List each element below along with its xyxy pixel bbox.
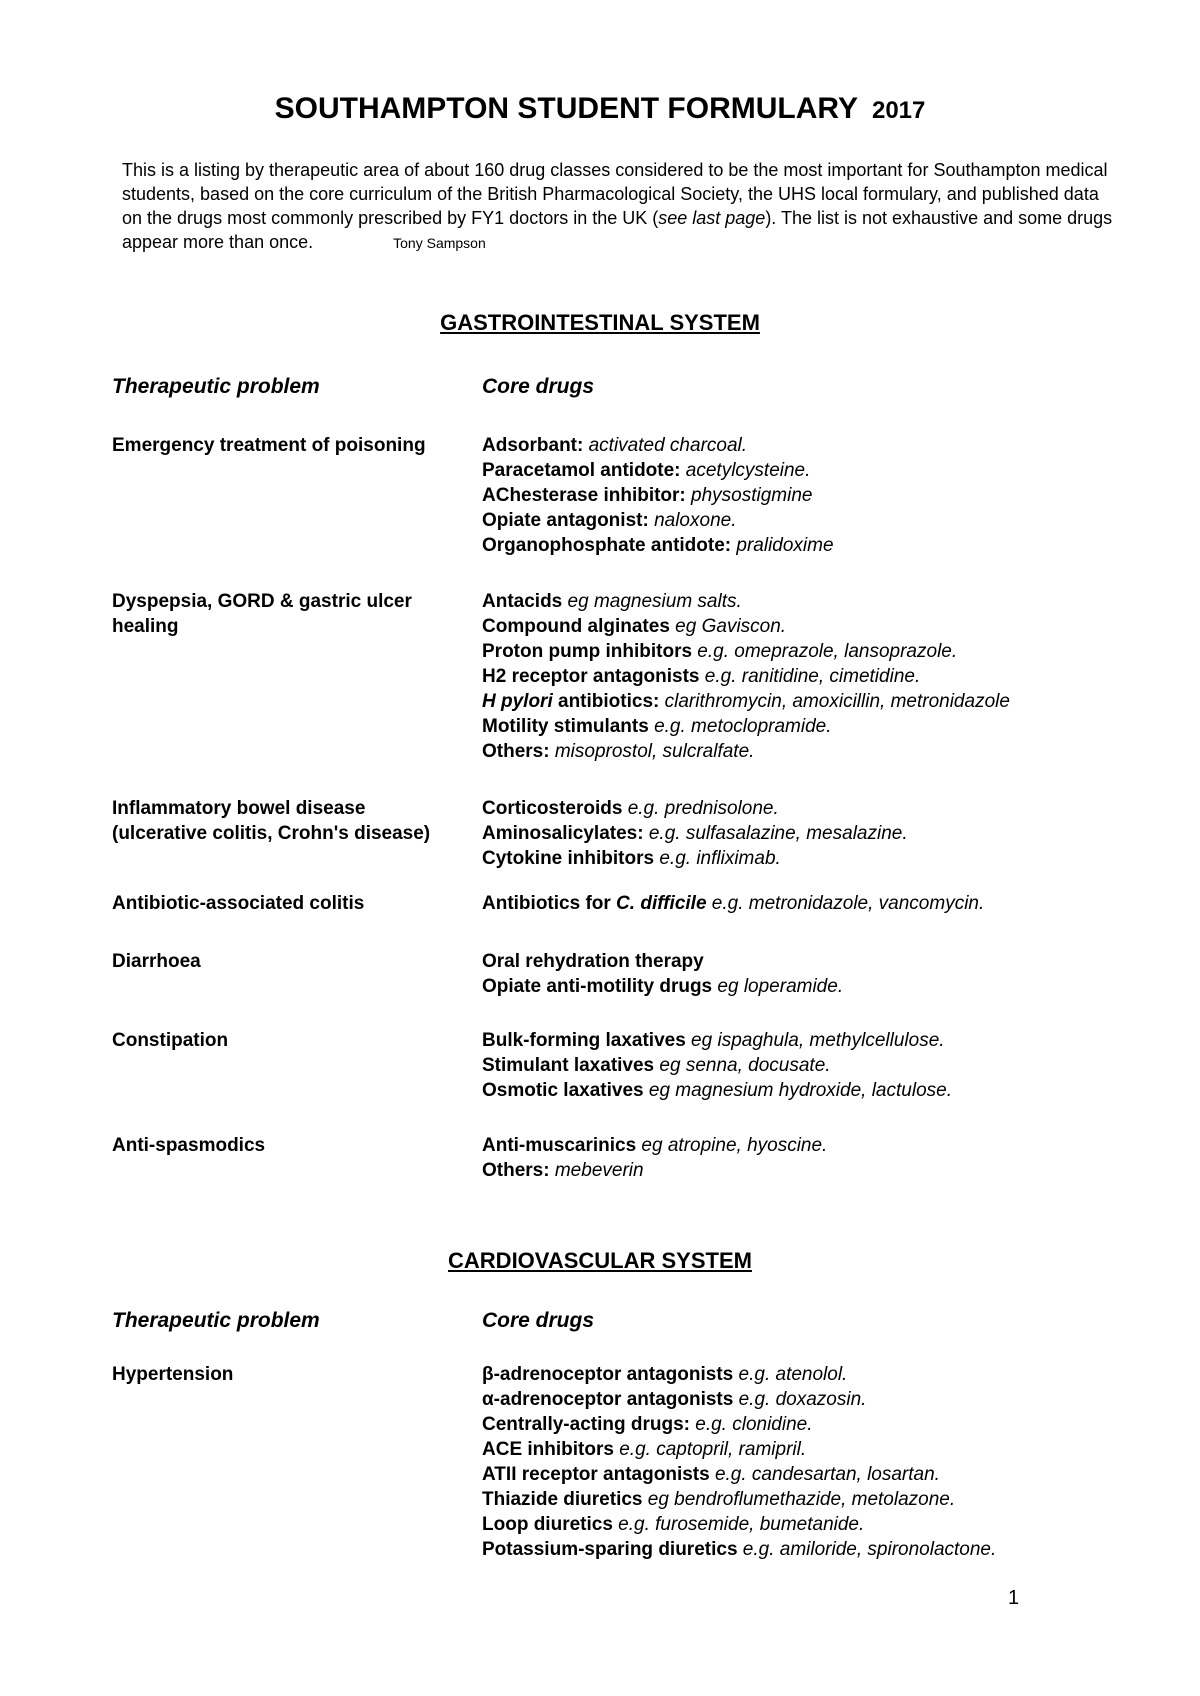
drug-examples: physostigmine (685, 485, 813, 506)
drug-line (482, 1462, 1162, 1487)
drug-class: Proton pump inhibitors (482, 641, 693, 662)
drug-line (482, 846, 1162, 871)
drug-line (482, 639, 1162, 664)
drug-class: α-adrenoceptor antagonists (482, 1389, 734, 1410)
gastro-problem-constipation: Constipation (112, 1030, 229, 1051)
page-number: 1 (1008, 1587, 1020, 1609)
drug-class: Paracetamol antidote: (482, 460, 681, 481)
drug-class: Loop diuretics (482, 1514, 613, 1535)
drug-examples: e.g. amiloride, spironolactone. (737, 1539, 997, 1560)
drug-line (482, 714, 1162, 739)
drug-examples: eg senna, docusate. (654, 1055, 831, 1076)
drug-class: H2 receptor antagonists (482, 666, 700, 687)
gastro-drugs-poisoning (482, 433, 1162, 558)
drug-line (482, 433, 1162, 458)
drug-examples: acetylcysteine. (680, 460, 811, 481)
drug-line (482, 533, 1162, 558)
drug-examples: mebeverin (549, 1160, 644, 1181)
drug-class: Potassium-sparing diuretics (482, 1539, 738, 1560)
drug-class: AChesterase inhibitor: (482, 485, 686, 506)
cardio-heading: CARDIOVASCULAR SYSTEM (448, 1248, 752, 1273)
drug-examples: e.g. metronidazole, vancomycin. (706, 893, 985, 914)
drug-class: Oral rehydration therapy (482, 951, 704, 972)
drug-examples: eg Gaviscon. (669, 616, 787, 637)
drug-line (482, 1028, 1162, 1053)
drug-examples: e.g. prednisolone. (622, 798, 779, 819)
intro-see-last-page: see last page (658, 208, 766, 228)
drug-class: ACE inhibitors (482, 1439, 614, 1460)
gastro-drugs-antispasmodics (482, 1133, 1162, 1183)
gastro-drugs-diarrhoea (482, 949, 1162, 999)
drug-line (482, 1133, 1162, 1158)
drug-examples: e.g. ranitidine, cimetidine. (699, 666, 921, 687)
drug-class: Osmotic laxatives (482, 1080, 644, 1101)
author-name: Tony Sampson (393, 235, 486, 251)
drug-class: Adsorbant: (482, 435, 584, 456)
drug-line (482, 614, 1162, 639)
drug-line (482, 891, 1162, 916)
drug-examples: e.g. doxazosin. (733, 1389, 867, 1410)
drug-class: Corticosteroids (482, 798, 623, 819)
drug-line (482, 458, 1162, 483)
drug-line (482, 1487, 1162, 1512)
drug-class: Antibiotics for (482, 893, 611, 914)
drug-line (482, 821, 1162, 846)
gastro-problem-dyspepsia: Dyspepsia, GORD & gastric ulcer healing (112, 591, 412, 637)
drug-examples: e.g. atenolol. (733, 1364, 848, 1385)
drug-class: Others: (482, 1160, 550, 1181)
gastro-problem-diarrhoea: Diarrhoea (112, 951, 201, 972)
drug-examples: e.g. clonidine. (689, 1414, 813, 1435)
drug-class: ATII receptor antagonists (482, 1464, 710, 1485)
cardio-drugs-hypertension (482, 1362, 1162, 1562)
intro-text-2: ). The list is not exhaustive and some drugs appear more than once. (122, 208, 1113, 252)
gastro-col-problem: Therapeutic problem (112, 375, 320, 398)
drug-examples: eg loperamide. (712, 976, 844, 997)
drug-examples: misoprostol, sulcralfate. (549, 741, 755, 762)
drug-class: Centrally-acting drugs: (482, 1414, 690, 1435)
drug-examples: e.g. omeprazole, lansoprazole. (692, 641, 958, 662)
drug-class: Organophosphate antidote: (482, 535, 732, 556)
drug-line (482, 1362, 1162, 1387)
drug-class: Others: (482, 741, 550, 762)
drug-examples: naloxone. (648, 510, 737, 531)
drug-examples: e.g. sulfasalazine, mesalazine. (643, 823, 908, 844)
drug-examples: clarithromycin, amoxicillin, metronidazole (659, 691, 1010, 712)
drug-line (482, 739, 1162, 764)
gastro-drugs-constipation (482, 1028, 1162, 1103)
drug-class-italic: C. difficile (610, 893, 707, 914)
drug-line (482, 949, 1162, 974)
drug-line (482, 483, 1162, 508)
drug-line (482, 796, 1162, 821)
drug-examples: e.g. infliximab. (654, 848, 781, 869)
drug-class: Opiate antagonist: (482, 510, 649, 531)
gastro-problem-colitis: Antibiotic-associated colitis (112, 893, 365, 914)
drug-line (482, 974, 1162, 999)
drug-examples: pralidoxime (731, 535, 834, 556)
drug-class: antibiotics: (552, 691, 660, 712)
gastro-problem-poisoning: Emergency treatment of poisoning (112, 435, 426, 456)
drug-examples: e.g. captopril, ramipril. (613, 1439, 807, 1460)
gastro-heading: GASTROINTESTINAL SYSTEM (440, 310, 760, 335)
drug-line (482, 1512, 1162, 1537)
drug-line (482, 1412, 1162, 1437)
drug-examples: eg ispaghula, methylcellulose. (685, 1030, 945, 1051)
drug-class: Anti-muscarinics (482, 1135, 637, 1156)
drug-class-italic: H pylori (482, 691, 553, 712)
drug-line (482, 1078, 1162, 1103)
cardio-col-drugs: Core drugs (482, 1309, 595, 1332)
title-text: SOUTHAMPTON STUDENT FORMULARY (274, 92, 858, 125)
drug-examples: eg magnesium hydroxide, lactulose. (643, 1080, 952, 1101)
drug-examples: eg atropine, hyoscine. (636, 1135, 828, 1156)
gastro-drugs-ibd (482, 796, 1162, 871)
cardio-problem-hypertension: Hypertension (112, 1364, 234, 1385)
drug-examples: e.g. metoclopramide. (648, 716, 832, 737)
title-year: 2017 (871, 97, 926, 124)
drug-line (482, 589, 1162, 614)
gastro-problem-ibd: Inflammatory bowel disease (ulcerative colitis, Crohn's disease) (112, 798, 431, 844)
gastro-problem-antispasmodics: Anti-spasmodics (112, 1135, 266, 1156)
drug-examples: activated charcoal. (583, 435, 748, 456)
drug-class: Bulk-forming laxatives (482, 1030, 686, 1051)
drug-class: Cytokine inhibitors (482, 848, 655, 869)
drug-class: Antacids (482, 591, 563, 612)
intro-paragraph (122, 158, 1122, 255)
drug-class: Opiate anti-motility drugs (482, 976, 713, 997)
gastro-col-drugs: Core drugs (482, 375, 595, 398)
drug-line (482, 1158, 1162, 1183)
gastro-drugs-colitis (482, 891, 1162, 916)
drug-examples: e.g. candesartan, losartan. (709, 1464, 940, 1485)
drug-class: Motility stimulants (482, 716, 649, 737)
cardio-col-problem: Therapeutic problem (112, 1309, 320, 1332)
drug-line (482, 1387, 1162, 1412)
drug-class: Thiazide diuretics (482, 1489, 643, 1510)
gastro-drugs-dyspepsia (482, 589, 1162, 764)
drug-class: Compound alginates (482, 616, 670, 637)
document-title (0, 92, 1200, 126)
drug-line (482, 508, 1162, 533)
drug-examples: eg magnesium salts. (562, 591, 742, 612)
drug-line (482, 689, 1162, 714)
drug-line (482, 1437, 1162, 1462)
intro-text-1: This is a listing by therapeutic area of about 160 drug classes considered to be the most important for Southampton medical students, based on the core curriculum of the British Pharmacological Society, the UHS local formulary, and published data on the drugs most commonly prescribed by FY1 doctors in the UK ( (122, 160, 1108, 228)
drug-class: β-adrenoceptor antagonists (482, 1364, 734, 1385)
drug-class: Stimulant laxatives (482, 1055, 655, 1076)
drug-examples: eg bendroflumethazide, metolazone. (642, 1489, 956, 1510)
drug-line (482, 664, 1162, 689)
drug-class: Aminosalicylates: (482, 823, 644, 844)
drug-line (482, 1537, 1162, 1562)
drug-examples: e.g. furosemide, bumetanide. (612, 1514, 865, 1535)
drug-line (482, 1053, 1162, 1078)
